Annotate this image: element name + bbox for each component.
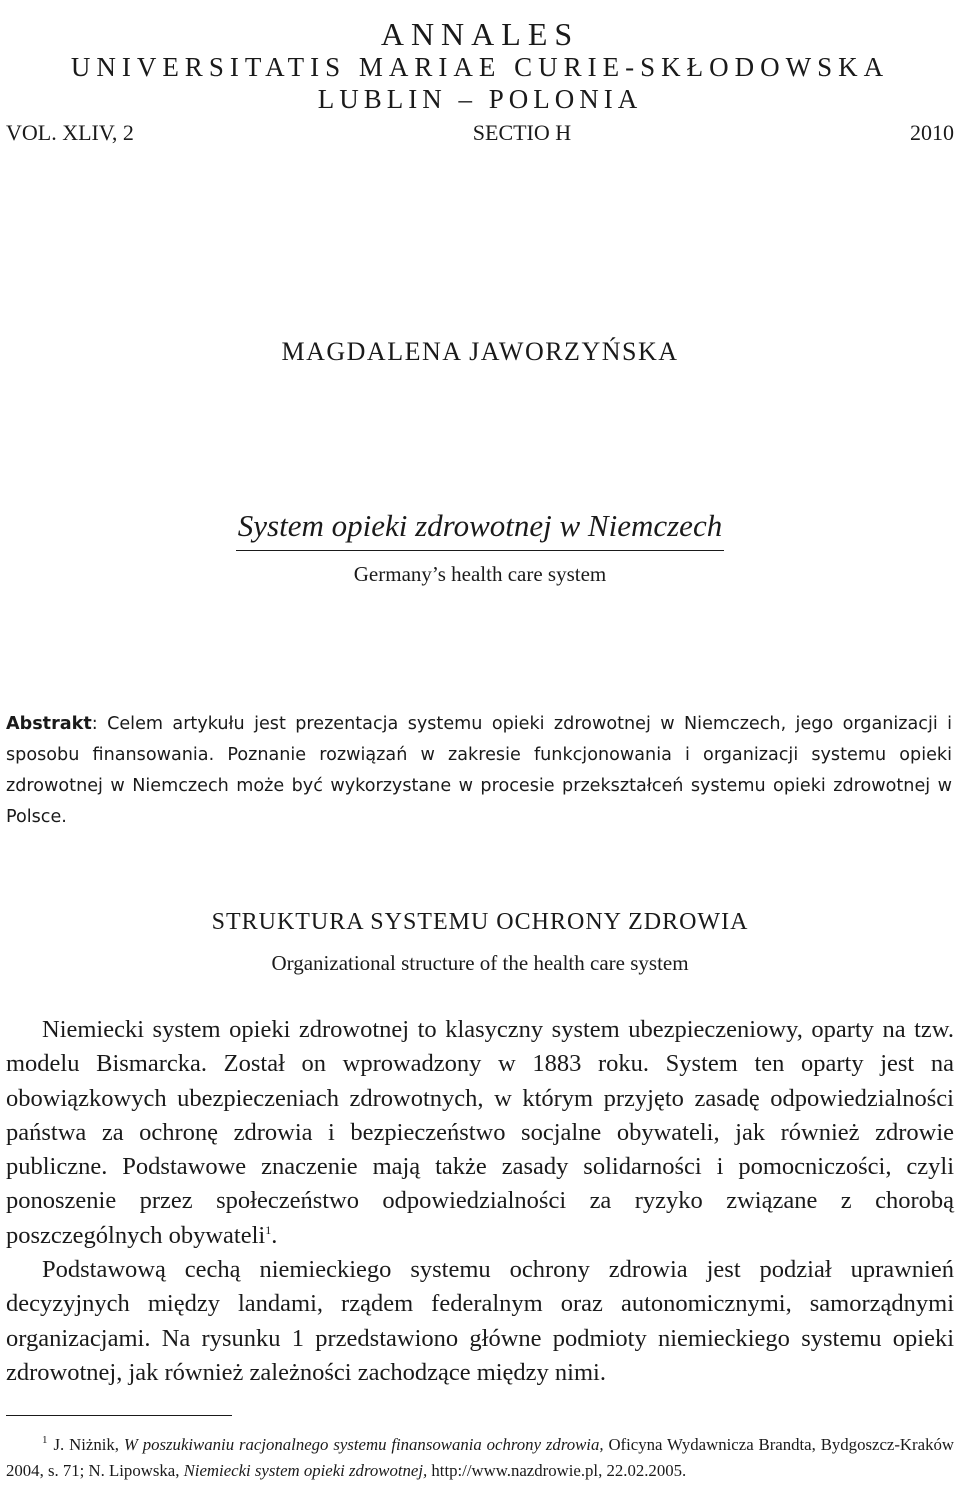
journal-location: LUBLIN – POLONIA [317, 84, 643, 114]
paper-subtitle: Germany’s health care system [353, 562, 607, 586]
footnote-text: http://www.nazdrowie.pl, 22.02.2005. [427, 1461, 687, 1480]
sectio-label: SECTIO H [472, 120, 572, 145]
author-name: MAGDALENA JAWORZYŃSKA [281, 337, 679, 366]
paragraph-text: Niemiecki system opieki zdrowotnej to klasyczny system ubezpieczeniowy, oparty na tzw. modelu Bismarcka. Został on wprowadzony w 1883 roku. System ten oparty jest na obowiązkowych ubezpieczeniach zdrowotnych, w którym przyjęto zasadę odpowiedzialności państwa za ochronę zdrowia i bezpieczeństwo socjalne obywateli, jak również zdrowie publiczne. Podstawowe znaczenie mają także zasady solidarności i pomocniczości, czyli ponoszenie przez społeczeństwo odpowiedzialności za ryzyko związane z chorobą poszczególnych obywateli [6, 1016, 954, 1249]
footnote [6, 1432, 954, 1484]
section-subheading: Organizational structure of the health care system [271, 951, 689, 975]
volume-number: VOL. XLIV, 2 [6, 120, 134, 145]
footnote-ref: 1 [265, 1222, 272, 1237]
paragraph-text: Podstawową cechą niemieckiego systemu ochrony zdrowia jest podział uprawnień decyzyjnych między landami, rządem federalnym oraz autonomicznymi, samorządnymi organizacjami. Na rysunku 1 przedstawiono główne podmioty niemieckiego systemu opieki zdrowotnej, jak również zależności zachodzące między nimi. [6, 1256, 954, 1386]
footnote-number: 1 [42, 1434, 48, 1447]
paragraph-end: . [271, 1221, 278, 1249]
section-heading: STRUKTURA SYSTEMU OCHRONY ZDROWIA [211, 909, 749, 935]
footnote-divider [6, 1415, 232, 1416]
abstract-text: : Celem artykułu jest prezentacja systemu opieki zdrowotnej w Niemczech, jego organizacji i sposobu finansowania. Poznanie rozwiązań w zakresie funkcjonowania i organizacji systemu opieki zdrowotnej w Niemczech może być wykorzystane w procesie przekształceń systemu opieki zdrowotnej w Polsce. [6, 714, 952, 827]
footnote-work-title: W poszukiwaniu racjonalnego systemu finansowania ochrony zdrowia, [123, 1435, 604, 1454]
footnote-work-title: Niemiecki system opieki zdrowotnej, [183, 1461, 428, 1480]
paper-title: System opieki zdrowotnej w Niemczech [236, 506, 724, 551]
journal-university: UNIVERSITATIS MARIAE CURIE-SKŁODOWSKA [70, 52, 890, 82]
footnote-text: J. Niżnik, [53, 1435, 124, 1454]
paragraph [6, 1013, 954, 1253]
publication-year: 2010 [910, 120, 954, 145]
paragraph [6, 1253, 954, 1390]
abstract-label: Abstrakt [6, 714, 92, 734]
footnote-text: Oficyna Wydawnicza Brandta, Bydgoszcz-Kraków 2004, s. 71; N. Lipowska, [6, 1435, 954, 1480]
volume-row [6, 120, 954, 146]
abstract [6, 709, 952, 833]
title-block [0, 506, 960, 551]
journal-name: ANNALES [380, 16, 580, 52]
body-text [6, 1013, 954, 1390]
